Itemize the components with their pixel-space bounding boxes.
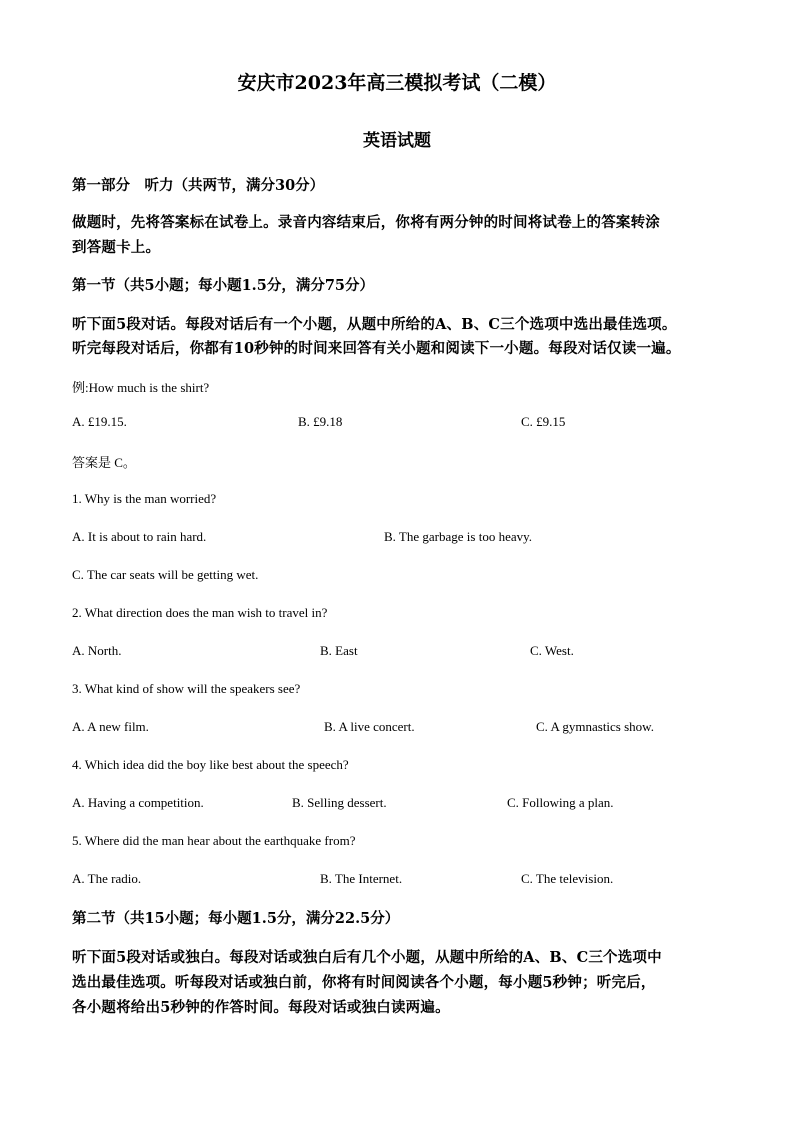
q2-option-a: A. North. (72, 643, 122, 658)
q3-option-a: A. A new film. (72, 719, 149, 734)
example-option-b: B. £9.18 (298, 414, 343, 429)
example-question: 例:How much is the shirt? (72, 380, 210, 395)
part1-heading: 第一部分 听力（共两节，满分30分） (72, 177, 325, 194)
q1-option-a: A. It is about to rain hard. (72, 529, 207, 544)
q3-option-b: B. A live concert. (324, 719, 415, 734)
section2-instruction-line-1: 听下面5段对话或独白。每段对话或独白后有几个小题，从题中所给的A、B、C三个选项中 (72, 949, 662, 966)
question-5: 5. Where did the man hear about the earthquake from? (72, 833, 356, 848)
section2-heading: 第二节（共15小题；每小题1.5分，满分22.5分） (72, 910, 400, 927)
q4-option-a: A. Having a competition. (72, 795, 204, 810)
q3-option-c: C. A gymnastics show. (536, 719, 654, 734)
exam-title: 安庆市2023年高三模拟考试（二模） (237, 72, 557, 94)
part1-instruction-line-1: 做题时，先将答案标在试卷上。录音内容结束后，你将有两分钟的时间将试卷上的答案转涂 (72, 214, 660, 231)
q1-option-b: B. The garbage is too heavy. (384, 529, 533, 544)
question-1: 1. Why is the man worried? (72, 491, 217, 506)
q5-option-b: B. The Internet. (320, 871, 403, 886)
question-2: 2. What direction does the man wish to travel in? (72, 605, 328, 620)
q4-option-c: C. Following a plan. (507, 795, 614, 810)
section1-instruction-line-1: 听下面5段对话。每段对话后有一个小题，从题中所给的A、B、C三个选项中选出最佳选项。 (72, 316, 677, 333)
part1-instruction-line-2: 到答题卡上。 (72, 239, 161, 256)
question-3: 3. What kind of show will the speakers see? (72, 681, 301, 696)
example-answer: 答案是 C。 (72, 455, 136, 470)
question-4: 4. Which idea did the boy like best about the speech? (72, 757, 349, 772)
q2-option-c: C. West. (530, 643, 574, 658)
example-option-a: A. £19.15. (72, 414, 127, 429)
section2-instruction-line-2: 选出最佳选项。听每段对话或独白前，你将有时间阅读各个小题，每小题5秒钟；听完后， (72, 974, 656, 991)
q5-option-a: A. The radio. (72, 871, 142, 886)
q1-option-c: C. The car seats will be getting wet. (72, 567, 259, 582)
section2-instruction-line-3: 各小题将给出5秒钟的作答时间。每段对话或独白读两遍。 (72, 999, 450, 1016)
section1-heading: 第一节（共5小题；每小题1.5分，满分75分） (72, 277, 374, 294)
q5-option-c: C. The television. (521, 871, 614, 886)
exam-subtitle: 英语试题 (363, 131, 431, 151)
q4-option-b: B. Selling dessert. (292, 795, 387, 810)
q2-option-b: B. East (320, 643, 358, 658)
example-option-c: C. £9.15 (521, 414, 566, 429)
section1-instruction-line-2: 听完每段对话后，你都有10秒钟的时间来回答有关小题和阅读下一小题。每段对话仅读一遍。 (72, 340, 681, 357)
